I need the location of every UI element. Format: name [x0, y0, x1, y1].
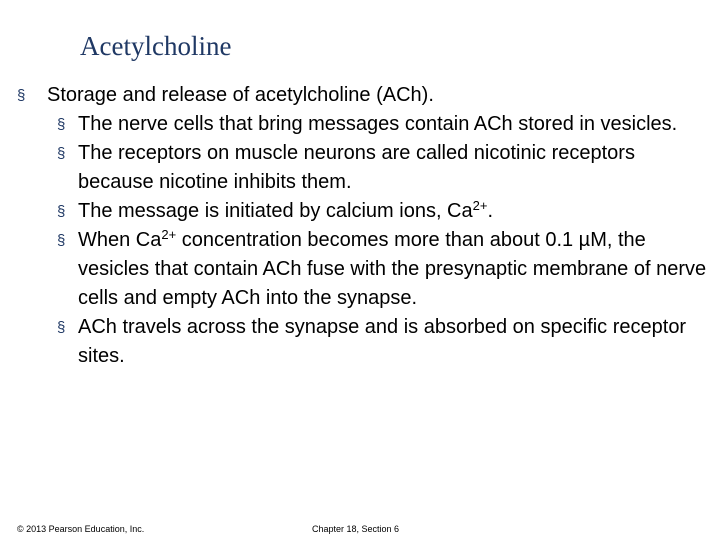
bullet-marker: §	[57, 319, 66, 336]
bullet-marker: §	[57, 232, 66, 249]
sub-bullet-text: When Ca	[78, 229, 162, 251]
sub-bullet-text: The message is initiated by calcium ions, Ca	[78, 200, 473, 222]
footer-chapter: Chapter 18, Section 6	[312, 524, 400, 534]
sub-bullet-synapse	[57, 313, 708, 371]
sub-bullet-text: ACh travels across the synapse and is absorbed on specific receptor sites.	[78, 316, 687, 367]
slide-title: Acetylcholine	[80, 31, 232, 61]
sub-bullet-text-end: concentration becomes more than about 0.1 µM, the vesicles that contain ACh fuse with the presynaptic membrane of nerve cells and empty ACh into the synapse.	[78, 229, 707, 309]
superscript-charge: 2+	[472, 198, 488, 213]
bullet-marker: §	[57, 145, 66, 162]
bullet-marker: §	[57, 203, 66, 220]
main-bullet-text: Storage and release of acetylcholine (ACh).	[47, 84, 434, 106]
sub-bullet-concentration	[57, 226, 708, 313]
sub-bullet-calcium	[57, 197, 708, 226]
sub-bullet-text: The receptors on muscle neurons are called nicotinic receptors because nicotine inhibits them.	[78, 142, 635, 193]
bullet-list	[0, 81, 720, 371]
sub-bullet-vesicles	[57, 110, 708, 139]
sub-bullet-text: The nerve cells that bring messages contain ACh stored in vesicles.	[78, 113, 678, 135]
main-bullet	[0, 81, 720, 110]
bullet-marker: §	[17, 87, 26, 104]
sub-bullet-text-end: .	[487, 200, 494, 222]
superscript-charge: 2+	[161, 227, 177, 242]
bullet-marker: §	[57, 116, 66, 133]
sub-bullet-receptors	[57, 139, 708, 197]
footer-copyright: © 2013 Pearson Education, Inc.	[17, 524, 145, 534]
